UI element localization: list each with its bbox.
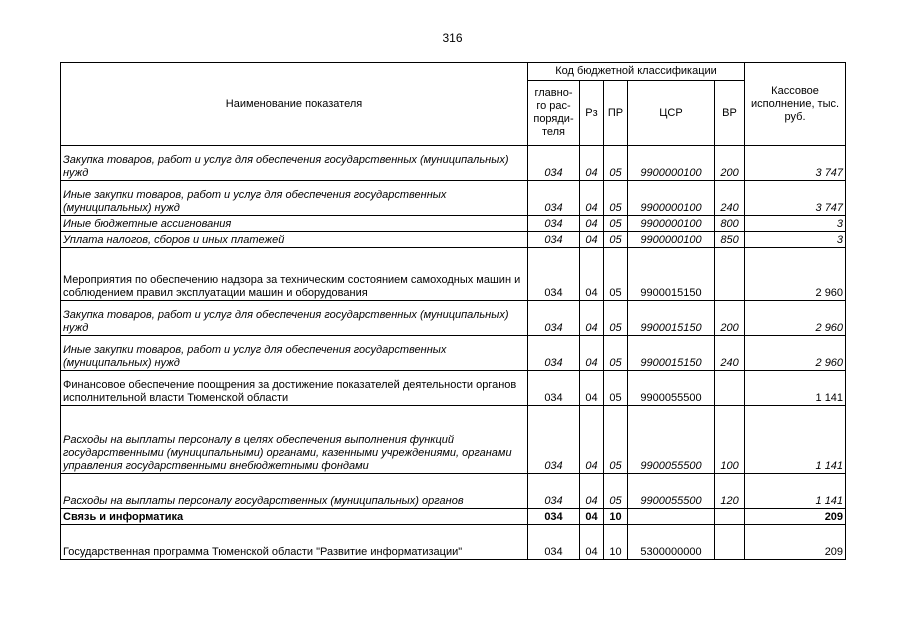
row-vr: 240 (715, 181, 745, 216)
row-sum: 2 960 (745, 301, 846, 336)
header-code-group: Код бюджетной классификации (528, 63, 745, 81)
row-rz: 04 (580, 181, 604, 216)
row-pr: 05 (604, 301, 628, 336)
row-csr: 9900000100 (628, 216, 715, 232)
row-name: Иные закупки товаров, работ и услуг для обеспечения государственных (муниципальных) нужд (61, 336, 528, 371)
table-row (61, 509, 846, 525)
row-sum: 3 (745, 216, 846, 232)
row-csr: 9900055500 (628, 371, 715, 406)
table-row (61, 248, 846, 301)
row-rz: 04 (580, 336, 604, 371)
row-glavn: 034 (528, 406, 580, 474)
row-vr: 100 (715, 406, 745, 474)
row-vr (715, 525, 745, 560)
row-rz: 04 (580, 301, 604, 336)
row-vr (715, 371, 745, 406)
row-name: Закупка товаров, работ и услуг для обеспечения государственных (муниципальных) нужд (61, 301, 528, 336)
row-glavn: 034 (528, 146, 580, 181)
header-glavn: главно-го рас-поряди-теля (528, 81, 580, 146)
row-csr: 9900000100 (628, 232, 715, 248)
row-glavn: 034 (528, 216, 580, 232)
row-rz: 04 (580, 232, 604, 248)
row-vr: 850 (715, 232, 745, 248)
row-glavn: 034 (528, 336, 580, 371)
header-vr: ВР (715, 81, 745, 146)
row-name: Расходы на выплаты персоналу государственных (муниципальных) органов (61, 474, 528, 509)
row-pr: 05 (604, 181, 628, 216)
table-row (61, 181, 846, 216)
row-glavn: 034 (528, 371, 580, 406)
row-pr: 05 (604, 474, 628, 509)
row-name: Уплата налогов, сборов и иных платежей (61, 232, 528, 248)
row-rz: 04 (580, 371, 604, 406)
row-glavn: 034 (528, 525, 580, 560)
row-csr: 9900000100 (628, 181, 715, 216)
header-csr: ЦСР (628, 81, 715, 146)
header-rz: Рз (580, 81, 604, 146)
row-pr: 05 (604, 406, 628, 474)
row-vr: 800 (715, 216, 745, 232)
row-pr: 05 (604, 146, 628, 181)
row-sum: 3 (745, 232, 846, 248)
row-glavn: 034 (528, 474, 580, 509)
row-sum: 2 960 (745, 248, 846, 301)
row-name: Иные закупки товаров, работ и услуг для обеспечения государственных (муниципальных) нужд (61, 181, 528, 216)
table-row (61, 301, 846, 336)
row-vr (715, 248, 745, 301)
row-glavn: 034 (528, 232, 580, 248)
row-glavn: 034 (528, 301, 580, 336)
row-glavn: 034 (528, 181, 580, 216)
row-csr: 5300000000 (628, 525, 715, 560)
row-sum: 2 960 (745, 336, 846, 371)
row-sum: 1 141 (745, 406, 846, 474)
table-row (61, 146, 846, 181)
table-row (61, 525, 846, 560)
row-csr (628, 509, 715, 525)
table-row (61, 474, 846, 509)
row-name: Связь и информатика (61, 509, 528, 525)
row-rz: 04 (580, 216, 604, 232)
row-pr: 05 (604, 248, 628, 301)
row-name: Иные бюджетные ассигнования (61, 216, 528, 232)
row-rz: 04 (580, 406, 604, 474)
row-name: Закупка товаров, работ и услуг для обеспечения государственных (муниципальных) нужд (61, 146, 528, 181)
table-row (61, 371, 846, 406)
budget-table (60, 62, 846, 560)
row-pr: 10 (604, 525, 628, 560)
row-glavn: 034 (528, 509, 580, 525)
row-csr: 9900000100 (628, 146, 715, 181)
row-csr: 9900055500 (628, 474, 715, 509)
row-rz: 04 (580, 474, 604, 509)
row-sum: 3 747 (745, 146, 846, 181)
row-name: Финансовое обеспечение поощрения за достижение показателей деятельности органов исполнительной власти Тюменской области (61, 371, 528, 406)
row-pr: 05 (604, 216, 628, 232)
row-rz: 04 (580, 248, 604, 301)
header-name: Наименование показателя (61, 63, 528, 146)
row-sum: 209 (745, 509, 846, 525)
page-number: 316 (442, 31, 463, 45)
row-pr: 10 (604, 509, 628, 525)
row-name: Мероприятия по обеспечению надзора за техническим состоянием самоходных машин и соблюдением правил эксплуатации машин и оборудования (61, 248, 528, 301)
table-row (61, 232, 846, 248)
row-rz: 04 (580, 146, 604, 181)
row-sum: 3 747 (745, 181, 846, 216)
row-vr: 200 (715, 301, 745, 336)
header-pr: ПР (604, 81, 628, 146)
row-sum: 209 (745, 525, 846, 560)
row-rz: 04 (580, 509, 604, 525)
row-pr: 05 (604, 371, 628, 406)
row-pr: 05 (604, 232, 628, 248)
row-csr: 9900015150 (628, 248, 715, 301)
row-csr: 9900015150 (628, 336, 715, 371)
row-sum: 1 141 (745, 474, 846, 509)
table-row (61, 406, 846, 474)
table-row (61, 216, 846, 232)
row-rz: 04 (580, 525, 604, 560)
row-pr: 05 (604, 336, 628, 371)
table-row (61, 336, 846, 371)
row-csr: 9900055500 (628, 406, 715, 474)
row-vr (715, 509, 745, 525)
header-sum: Кассовое исполнение, тыс. руб. (745, 63, 846, 146)
row-glavn: 034 (528, 248, 580, 301)
row-name: Расходы на выплаты персоналу в целях обеспечения выполнения функций государственными (муниципальными) органами, казенными учреждениями, органами управления государственными внебюджетными фондами (61, 406, 528, 474)
row-csr: 9900015150 (628, 301, 715, 336)
row-vr: 120 (715, 474, 745, 509)
row-name: Государственная программа Тюменской области "Развитие информатизации" (61, 525, 528, 560)
row-vr: 240 (715, 336, 745, 371)
row-vr: 200 (715, 146, 745, 181)
row-sum: 1 141 (745, 371, 846, 406)
